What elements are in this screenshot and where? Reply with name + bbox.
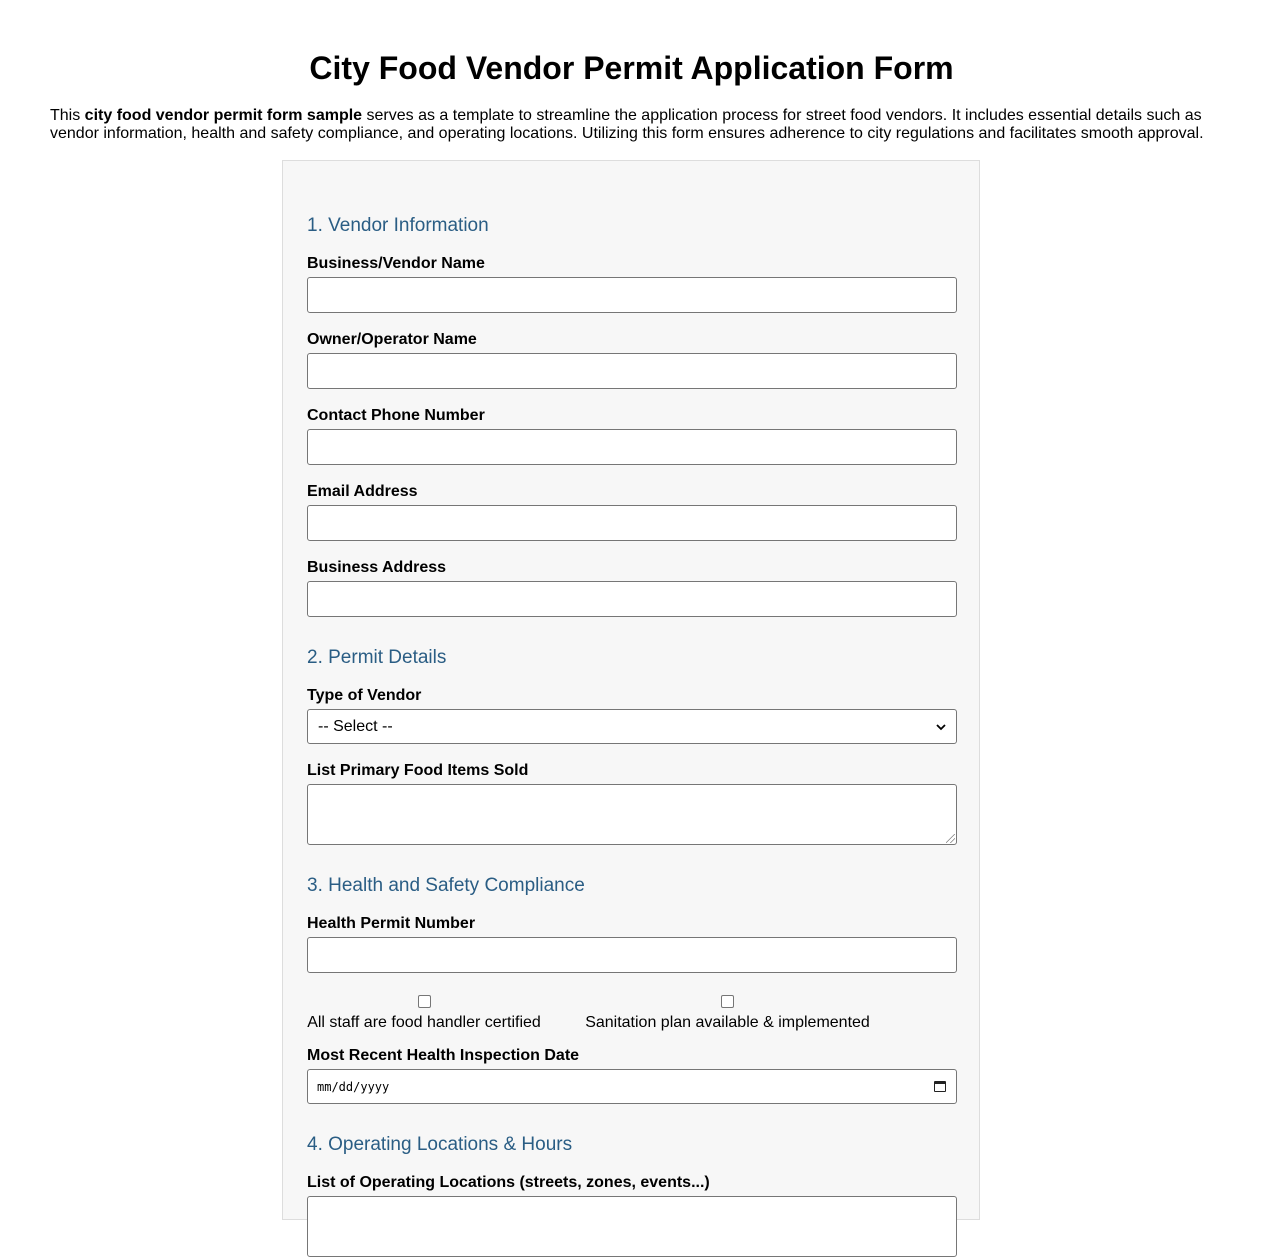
vendor-type-selected: -- Select -- — [318, 717, 393, 735]
phone-label: Contact Phone Number — [307, 407, 485, 424]
staff-certified-checkbox[interactable] — [418, 995, 431, 1008]
chevron-down-icon — [936, 720, 946, 734]
sanitation-plan-label: Sanitation plan available & implemented — [585, 1014, 870, 1031]
business-name-input[interactable] — [307, 277, 957, 313]
business-address-input[interactable] — [307, 581, 957, 617]
page-title: City Food Vendor Permit Application Form — [309, 50, 954, 86]
food-items-label: List Primary Food Items Sold — [307, 762, 529, 779]
checkbox-staff-certified[interactable] — [307, 995, 541, 1033]
section-title-permit: 2. Permit Details — [307, 647, 447, 668]
checkbox-sanitation-plan[interactable] — [585, 995, 870, 1033]
staff-certified-label: All staff are food handler certified — [307, 1014, 541, 1031]
vendor-type-label: Type of Vendor — [307, 687, 422, 704]
email-label: Email Address — [307, 483, 418, 500]
section-title-locations: 4. Operating Locations & Hours — [307, 1134, 573, 1155]
vendor-type-select[interactable] — [307, 709, 957, 744]
resize-grip-icon[interactable] — [946, 834, 955, 843]
email-input[interactable] — [307, 505, 957, 541]
intro-bold: city food vendor permit form sample — [84, 107, 363, 124]
business-name-label: Business/Vendor Name — [307, 255, 485, 272]
intro-suffix: serves as a template to streamline the application process for street food vendors. It includes essential details such as vendor information, health and safety compliance, and operating locations. Utilizing this form ensures adherence to city regulations and facilitates smooth approval. — [50, 107, 1204, 142]
food-items-textarea[interactable] — [307, 784, 957, 845]
inspection-date-input[interactable] — [307, 1069, 957, 1104]
intro-prefix: This — [50, 107, 85, 124]
section-title-vendor: 1. Vendor Information — [307, 215, 489, 236]
business-address-label: Business Address — [307, 559, 447, 576]
locations-textarea[interactable] — [307, 1196, 957, 1257]
intro-text — [50, 107, 1220, 143]
health-permit-label: Health Permit Number — [307, 915, 476, 932]
health-permit-input[interactable] — [307, 937, 957, 973]
inspection-date-placeholder: mm/dd/yyyy — [317, 1079, 390, 1094]
owner-name-input[interactable] — [307, 353, 957, 389]
inspection-date-label: Most Recent Health Inspection Date — [307, 1047, 580, 1064]
calendar-icon[interactable] — [934, 1081, 946, 1092]
locations-label: List of Operating Locations (streets, zones, events...) — [307, 1174, 710, 1191]
sanitation-plan-checkbox[interactable] — [721, 995, 734, 1008]
owner-name-label: Owner/Operator Name — [307, 331, 477, 348]
phone-input[interactable] — [307, 429, 957, 465]
application-form — [282, 160, 980, 1220]
section-title-health: 3. Health and Safety Compliance — [307, 875, 585, 896]
